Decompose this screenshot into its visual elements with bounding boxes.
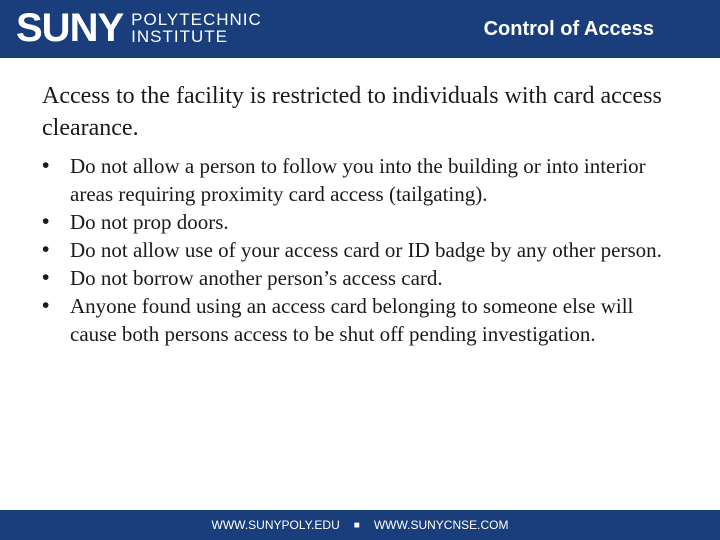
bullet-text: Do not allow a person to follow you into the building or into interior areas requiring proximity card access (tailgating).	[70, 154, 646, 206]
intro-paragraph: Access to the facility is restricted to individuals with card access clearance.	[42, 83, 662, 141]
bullet-item	[42, 208, 682, 236]
bullet-icon: •	[42, 210, 50, 233]
footer-link-sunypoly[interactable]: WWW.SUNYPOLY.EDU	[211, 518, 340, 532]
bullet-icon: •	[42, 154, 50, 177]
footer-bar	[0, 510, 720, 540]
bullet-icon: •	[42, 266, 50, 289]
bullet-item	[42, 236, 682, 264]
bullet-text: Do not allow use of your access card or ID badge by any other person.	[70, 238, 662, 262]
bullet-icon: •	[42, 294, 50, 317]
footer-separator-icon: ■	[353, 519, 360, 531]
bullet-item	[42, 264, 682, 292]
suny-poly-logo	[16, 8, 262, 48]
bullet-text: Do not borrow another person’s access card.	[70, 266, 443, 290]
bullet-text: Do not prop doors.	[70, 210, 229, 234]
logo-line-1: POLYTECHNIC	[131, 10, 262, 29]
logo-institute-text	[131, 11, 262, 45]
bullet-icon: •	[42, 238, 50, 261]
bullet-item	[42, 152, 682, 208]
logo-line-2: INSTITUTE	[131, 27, 228, 46]
slide-title: Control of Access	[483, 18, 654, 40]
logo-suny-text: SUNY	[16, 6, 124, 50]
bullet-list	[42, 152, 682, 348]
bullet-item	[42, 292, 682, 348]
header-bar	[0, 0, 720, 58]
bullet-text: Anyone found using an access card belonging to someone else will cause both persons access to be shut off pending investigation.	[70, 294, 634, 346]
footer-link-sunycnse[interactable]: WWW.SUNYCNSE.COM	[373, 518, 509, 532]
